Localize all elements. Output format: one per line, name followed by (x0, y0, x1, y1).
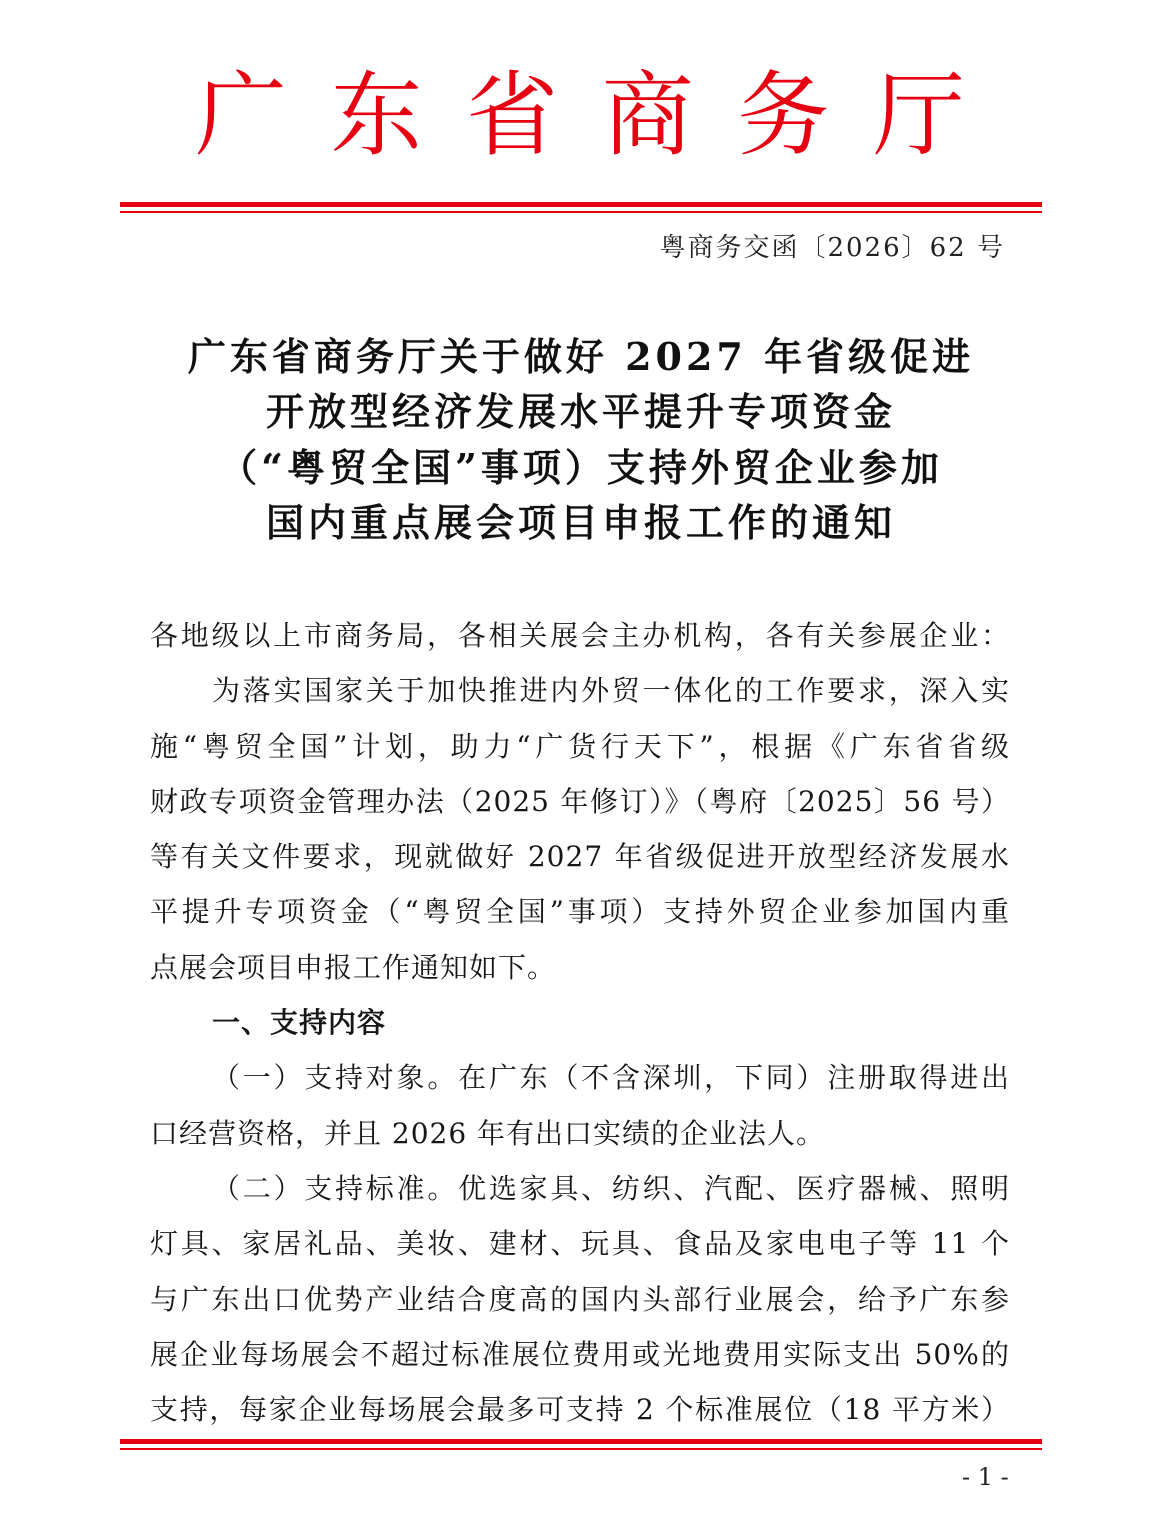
title-line: 开放型经济发展水平提升专项资金 (265, 389, 896, 435)
body-line: 点展会项目申报工作通知如下。 (150, 950, 557, 984)
salutation-line: 各地级以上市商务局，各相关展会主办机构，各有关参展企业： (150, 619, 1010, 652)
title-line: （“粤贸全国”事项）支持外贸企业参加 (219, 444, 943, 490)
body-line: （二）支持标准。优选家具、纺织、汽配、医疗器械、照明 (212, 1171, 1010, 1205)
footer-red-rule-thick (120, 1439, 1042, 1444)
document-number: 粤商务交函〔2026〕62 号 (659, 233, 1005, 263)
body-line: （一）支持对象。在广东（不含深圳，下同）注册取得进出 (212, 1061, 1010, 1095)
body-line: 口经营资格，并且 2026 年有出口实绩的企业法人。 (150, 1116, 826, 1150)
title-line: 国内重点展会项目申报工作的通知 (265, 499, 896, 545)
body-line: 施“粤贸全国”计划，助力“广货行天下”，根据《广东省省级 (150, 729, 1010, 763)
body-line: 平提升专项资金（“粤贸全国”事项）支持外贸企业参加国内重 (150, 895, 1010, 929)
section-heading: 一、支持内容 (212, 1006, 387, 1040)
body-line: 为落实国家关于加快推进内外贸一体化的工作要求，深入实 (212, 674, 1010, 708)
body-line: 支持，每家企业每场展会最多可支持 2 个标准展位（18 平方米） (150, 1393, 1010, 1427)
org-name-letterhead: 广 东 省 商 务 厅 (195, 66, 965, 166)
body-line: 灯具、家居礼品、美妆、建材、玩具、食品及家电电子等 11 个 (150, 1227, 1010, 1261)
document-body (150, 608, 1010, 1437)
title-line: 广东省商务厅关于做好 2027 年省级促进 (187, 334, 975, 379)
header-red-rule-thick (120, 202, 1042, 207)
footer-red-rule-thin (120, 1448, 1042, 1450)
body-line: 财政专项资金管理办法（2025 年修订）》（粤府〔2025〕56 号） (150, 784, 1010, 818)
body-line: 与广东出口优势产业结合度高的国内头部行业展会，给予广东参 (150, 1282, 1010, 1316)
header-red-rule-thin (120, 211, 1042, 213)
body-line: 等有关文件要求，现就做好 2027 年省级促进开放型经济发展水 (150, 840, 1010, 874)
document-title (120, 329, 1042, 550)
body-line: 展企业每场展会不超过标准展位费用或光地费用实际支出 50%的 (150, 1337, 1010, 1371)
page-number: - 1 - (962, 1463, 1009, 1491)
